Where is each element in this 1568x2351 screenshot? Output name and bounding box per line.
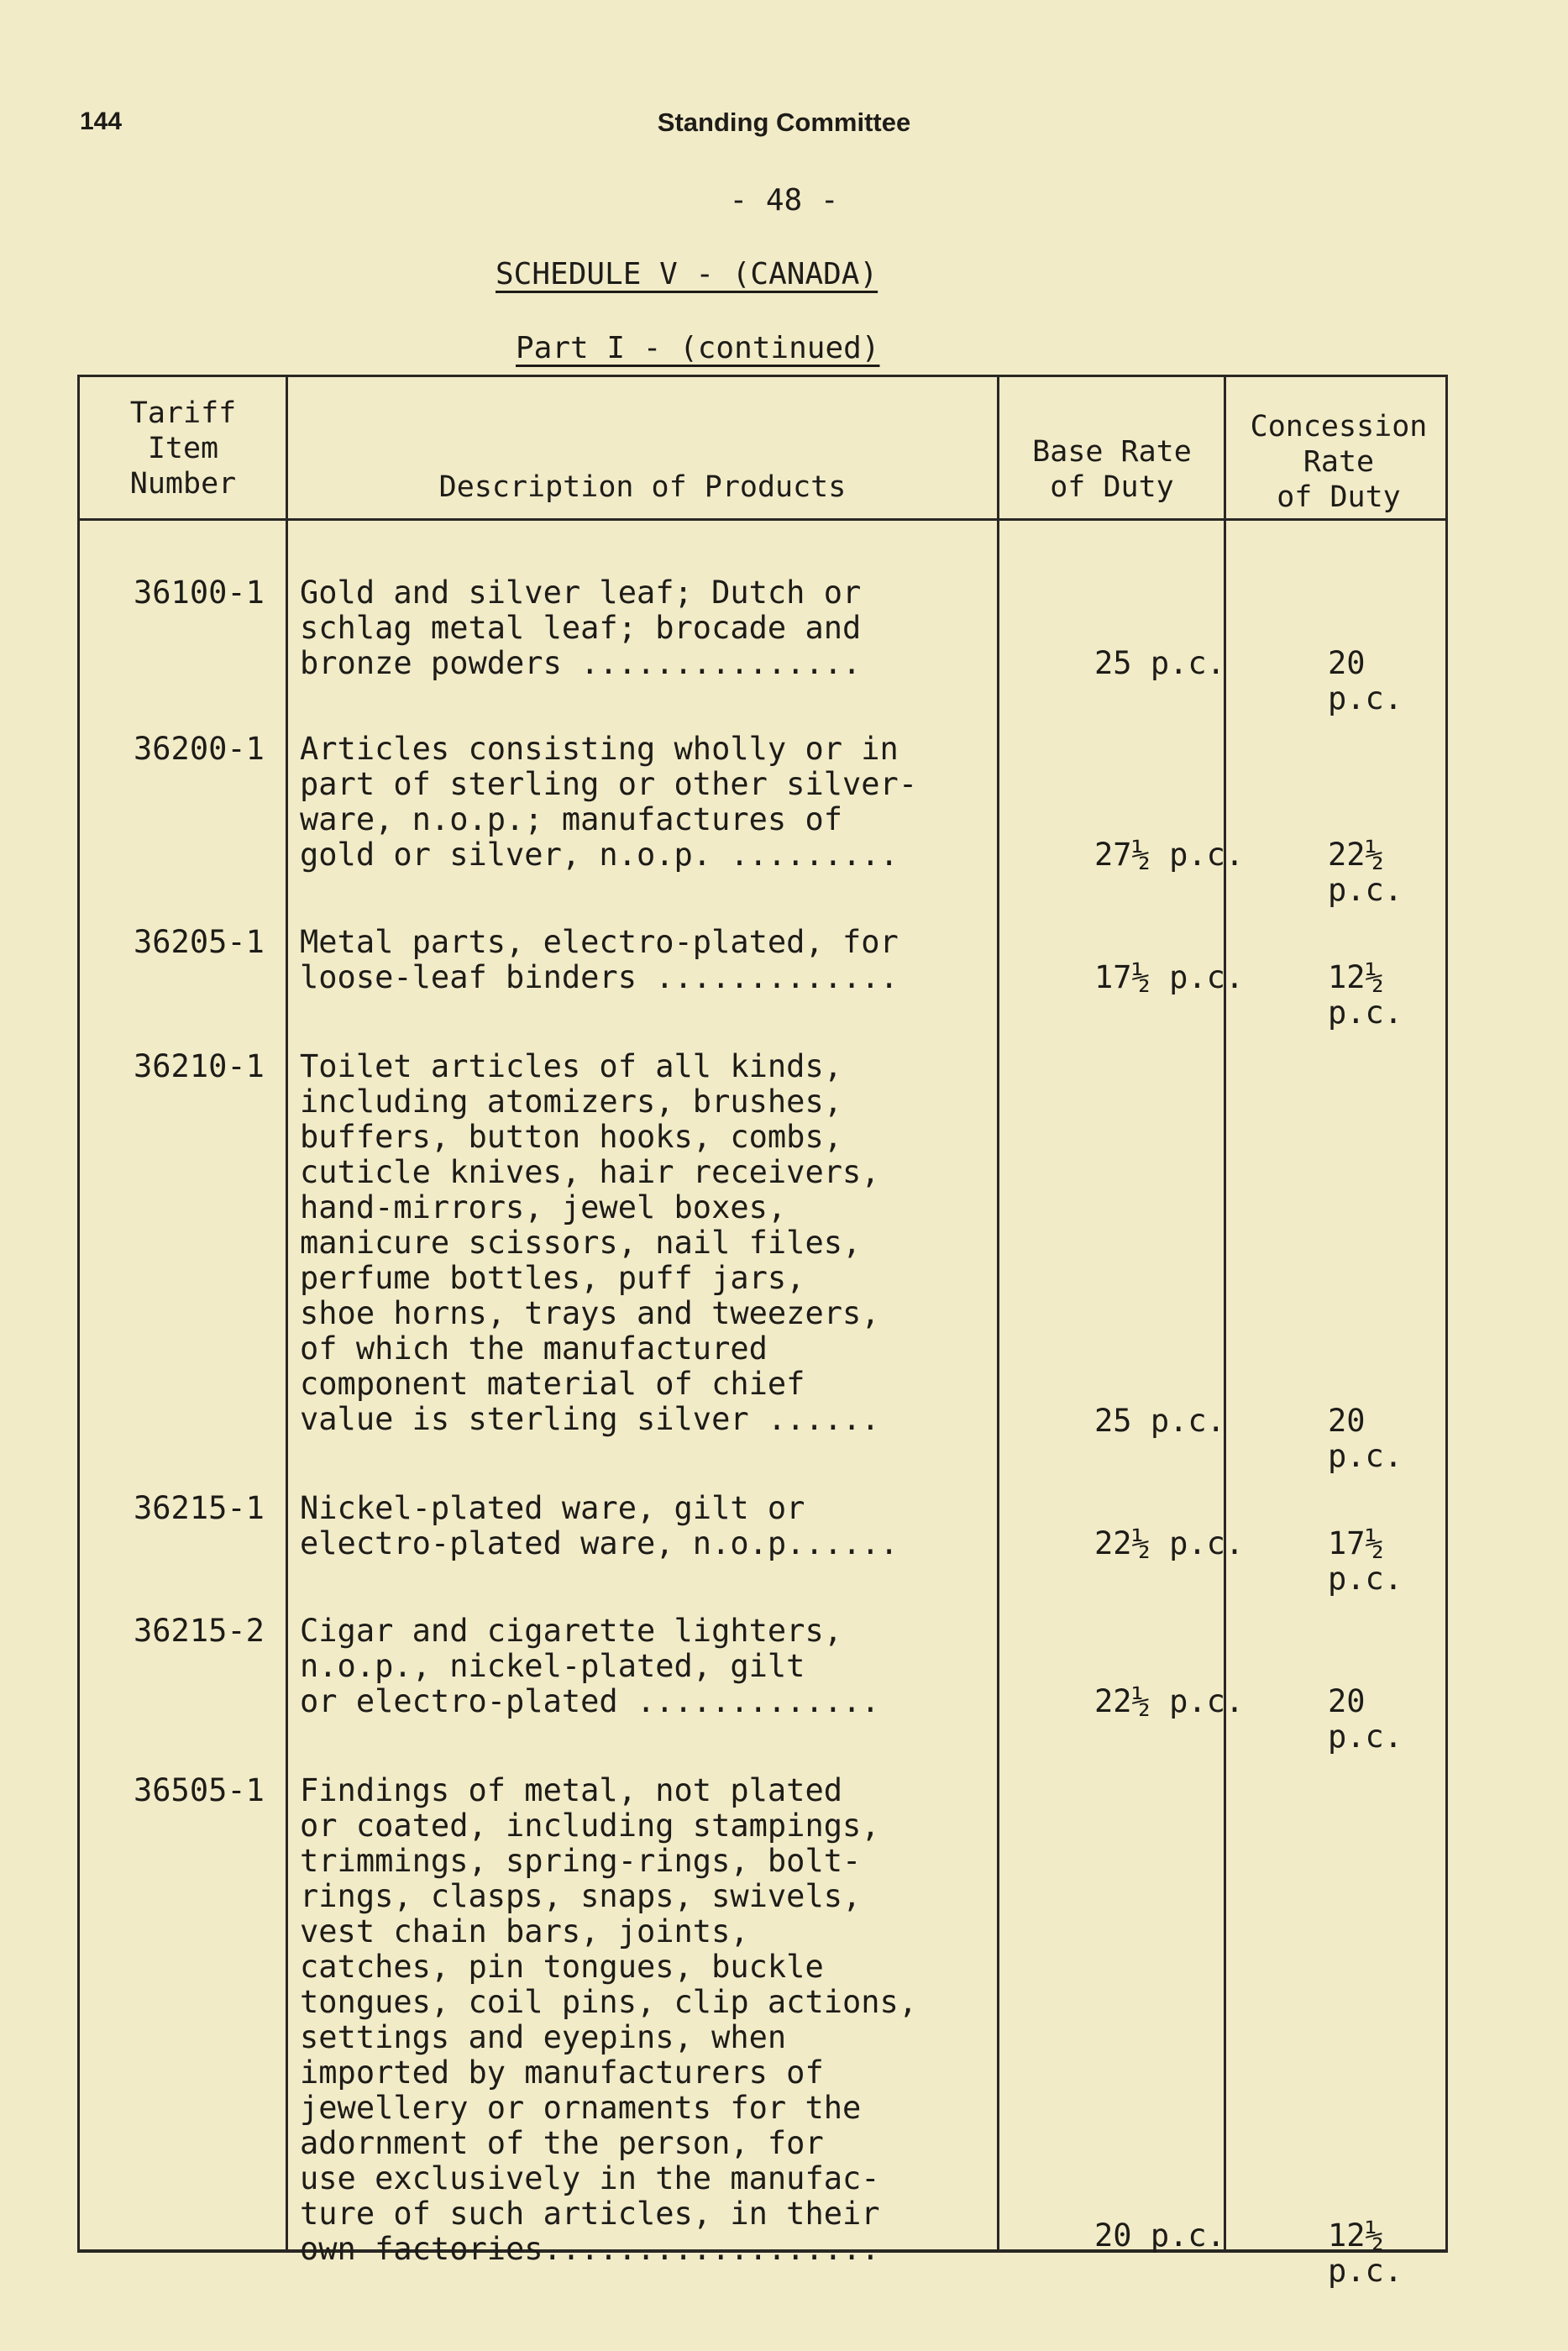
product-description: Metal parts, electro-plated, for loose-leaf binders ............. — [300, 924, 899, 995]
product-description: Findings of metal, not plated or coated, including stampings, trimmings, spring-rings, bolt- rings, clasps, snaps, swivels, vest chain bars, joints, catches, pin tongues, buckle tongues, coil pins, clip actions, settings and eyepins, when imported by manufacturers of jewellery or ornaments for the adornment of the person, for use exclusively in the manufac- ture of such articles, in their own factories.................. — [300, 1772, 918, 2267]
concession-rate: 22½ p.c. — [1328, 837, 1403, 908]
tariff-item-number: 36215-2 — [134, 1613, 265, 1649]
page-header — [0, 108, 1568, 141]
base-rate: 22½ p.c. — [1094, 1525, 1245, 1561]
column-header-item: Tariff Item Number — [129, 396, 237, 501]
document-page-number: - 48 - — [729, 183, 839, 218]
column-header-concession-rate: Concession Rate of Duty — [1250, 410, 1428, 514]
product-description: Cigar and cigarette lighters, n.o.p., nickel-plated, gilt or electro-plated ............. — [300, 1613, 880, 1719]
base-rate: 20 p.c. — [1094, 2217, 1225, 2254]
page-number: 144 — [80, 108, 123, 135]
tariff-item-number: 36200-1 — [134, 731, 265, 767]
concession-rate: 20 p.c. — [1328, 1683, 1403, 1755]
header-divider — [80, 518, 1445, 521]
tariff-item-number: 36215-1 — [134, 1490, 265, 1526]
schedule-title: SCHEDULE V - (CANADA) — [496, 257, 878, 291]
concession-rate: 17½ p.c. — [1328, 1525, 1403, 1597]
column-header-base-rate: Base Rate of Duty — [1032, 435, 1192, 504]
tariff-item-number: 36210-1 — [134, 1048, 265, 1084]
running-head: Standing Committee — [657, 108, 911, 137]
part-title: Part I - (continued) — [516, 331, 880, 365]
base-rate: 27½ p.c. — [1094, 837, 1245, 873]
tariff-item-number: 36100-1 — [134, 575, 265, 611]
tariff-item-number: 36205-1 — [134, 924, 265, 960]
concession-rate: 20 p.c. — [1328, 645, 1403, 716]
base-rate: 17½ p.c. — [1094, 959, 1245, 995]
product-description: Nickel-plated ware, gilt or electro-plated ware, n.o.p...... — [300, 1490, 899, 1561]
concession-rate: 12½ p.c. — [1328, 959, 1403, 1031]
tariff-table — [77, 375, 1448, 2289]
base-rate: 25 p.c. — [1094, 1403, 1225, 1439]
concession-rate: 12½ p.c. — [1328, 2217, 1403, 2289]
column-divider — [286, 375, 288, 2253]
base-rate: 25 p.c. — [1094, 645, 1225, 681]
column-header-description: Description of Products — [438, 470, 847, 504]
product-description: Gold and silver leaf; Dutch or schlag metal leaf; brocade and bronze powders ............... — [300, 575, 862, 681]
concession-rate: 20 p.c. — [1328, 1403, 1403, 1474]
product-description: Articles consisting wholly or in part of sterling or other silver- ware, n.o.p.; manufactures of gold or silver, n.o.p. ......... — [300, 731, 918, 873]
product-description: Toilet articles of all kinds, including atomizers, brushes, buffers, button hooks, combs, cuticle knives, hair receivers, hand-mirrors, jewel boxes, manicure scissors, nail files, perfume bottles, puff jars, shoe horns, trays and tweezers, of which the manufactured component material of chief value is sterling silver ...... — [300, 1048, 880, 1437]
base-rate: 22½ p.c. — [1094, 1683, 1245, 1719]
tariff-item-number: 36505-1 — [134, 1772, 265, 1808]
